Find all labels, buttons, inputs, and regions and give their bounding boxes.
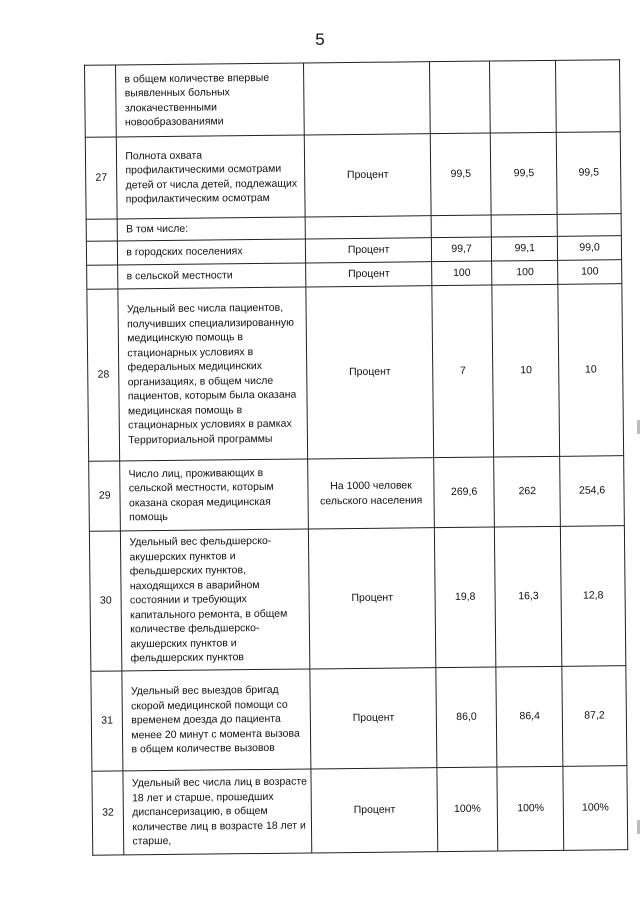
value-year-2: 99,5 xyxy=(491,132,558,215)
value-year-3: 87,2 xyxy=(562,666,627,767)
unit-of-measure: Процент xyxy=(306,238,432,263)
indicator-description: Удельный вес числа пациентов, получивших специализированную медицинскую помощь в стационарных условиях в федеральных медицинских организациях, в общем числе пациентов, которым была оказана медицинская помощь в стационарных условиях в рамках Территориальной программы xyxy=(118,287,308,461)
row-number xyxy=(86,241,118,265)
value-year-3: 100% xyxy=(563,766,628,851)
unit-of-measure xyxy=(304,62,430,135)
unit-of-measure: Процент xyxy=(309,528,436,669)
table-row xyxy=(91,666,627,772)
value-year-1: 99,5 xyxy=(430,133,491,216)
value-year-2: 10 xyxy=(492,284,560,457)
table-row xyxy=(85,132,621,220)
unit-of-measure: Процент xyxy=(311,768,437,853)
row-number: 31 xyxy=(91,671,123,771)
value-year-2: 100 xyxy=(492,260,558,285)
indicator-description: в сельской местности xyxy=(118,263,306,289)
value-year-2: 262 xyxy=(494,456,561,527)
unit-of-measure: Процент xyxy=(310,668,436,769)
value-year-3 xyxy=(556,60,621,133)
value-year-1: 269,6 xyxy=(433,457,494,528)
indicator-description: Удельный вес числа лиц в возрасте 18 лет и старше, прошедших диспансеризацию, в общем количестве лиц в возрасте 18 лет и старше, xyxy=(123,769,312,855)
indicators-table xyxy=(84,59,628,856)
row-number: 28 xyxy=(87,289,120,461)
indicator-description: Удельный вес фельдшерско-акушерских пунктов и фельдшерских пунктов, находящихся в аварийном состоянии и требующих капитального ремонта, в общем количестве фельдшерско-акушерских пунктов и фельдшерских пунктов xyxy=(121,529,311,671)
value-year-1 xyxy=(429,61,490,134)
value-year-2: 16,3 xyxy=(495,526,562,667)
value-year-2 xyxy=(492,214,558,237)
row-number: 30 xyxy=(89,531,122,671)
value-year-2: 100% xyxy=(497,766,564,851)
value-year-3: 100 xyxy=(558,260,622,285)
value-year-1: 100% xyxy=(437,767,498,852)
page-number: 5 xyxy=(315,30,325,49)
value-year-1: 19,8 xyxy=(434,527,496,668)
table-row xyxy=(89,526,625,672)
row-number xyxy=(85,65,117,137)
unit-of-measure: Процент xyxy=(306,262,432,287)
value-year-1 xyxy=(431,215,492,238)
unit-of-measure xyxy=(306,216,432,239)
value-year-3: 99,5 xyxy=(556,132,621,215)
value-year-1: 99,7 xyxy=(431,237,492,262)
unit-of-measure: На 1000 человек сельского населения xyxy=(308,458,434,529)
value-year-1: 86,0 xyxy=(436,667,498,768)
value-year-3: 12,8 xyxy=(561,526,626,667)
row-number: 32 xyxy=(92,771,124,855)
row-number xyxy=(86,219,118,241)
table-row xyxy=(92,766,628,856)
table-row xyxy=(87,284,624,462)
indicator-description: Полнота охвата профилактическими осмотрами детей от числа детей, подлежащих профилактическим осмотрам xyxy=(117,135,306,219)
value-year-1: 7 xyxy=(432,285,494,458)
value-year-3: 254,6 xyxy=(560,456,624,527)
indicator-description: Удельный вес выездов бригад скорой медицинской помощи со временем доезда до пациента менее 20 минут с момента вызова в общем количестве вызовов xyxy=(122,669,311,771)
value-year-2: 86,4 xyxy=(496,666,563,767)
indicator-description: В том числе: xyxy=(117,217,305,241)
value-year-1: 100 xyxy=(431,261,492,286)
indicator-description: в городских поселениях xyxy=(118,239,306,265)
indicators-table-body xyxy=(85,60,628,856)
unit-of-measure: Процент xyxy=(306,286,433,459)
row-number xyxy=(87,265,119,289)
indicator-description: в общем количестве впервые выявленных больных злокачественными новообразованиями xyxy=(116,63,305,137)
indicator-description: Число лиц, проживающих в сельской местности, которым оказана скорая медицинская помощь xyxy=(120,459,309,531)
unit-of-measure: Процент xyxy=(305,134,431,217)
value-year-3: 99,0 xyxy=(558,236,622,261)
indicators-table-wrapper xyxy=(84,59,628,861)
value-year-2: 99,1 xyxy=(492,236,558,261)
table-row xyxy=(89,456,625,532)
row-number: 29 xyxy=(89,461,121,531)
table-row xyxy=(85,60,621,138)
value-year-3: 10 xyxy=(558,284,624,457)
value-year-2 xyxy=(490,60,557,133)
value-year-3 xyxy=(557,214,621,237)
row-number: 27 xyxy=(85,137,117,219)
